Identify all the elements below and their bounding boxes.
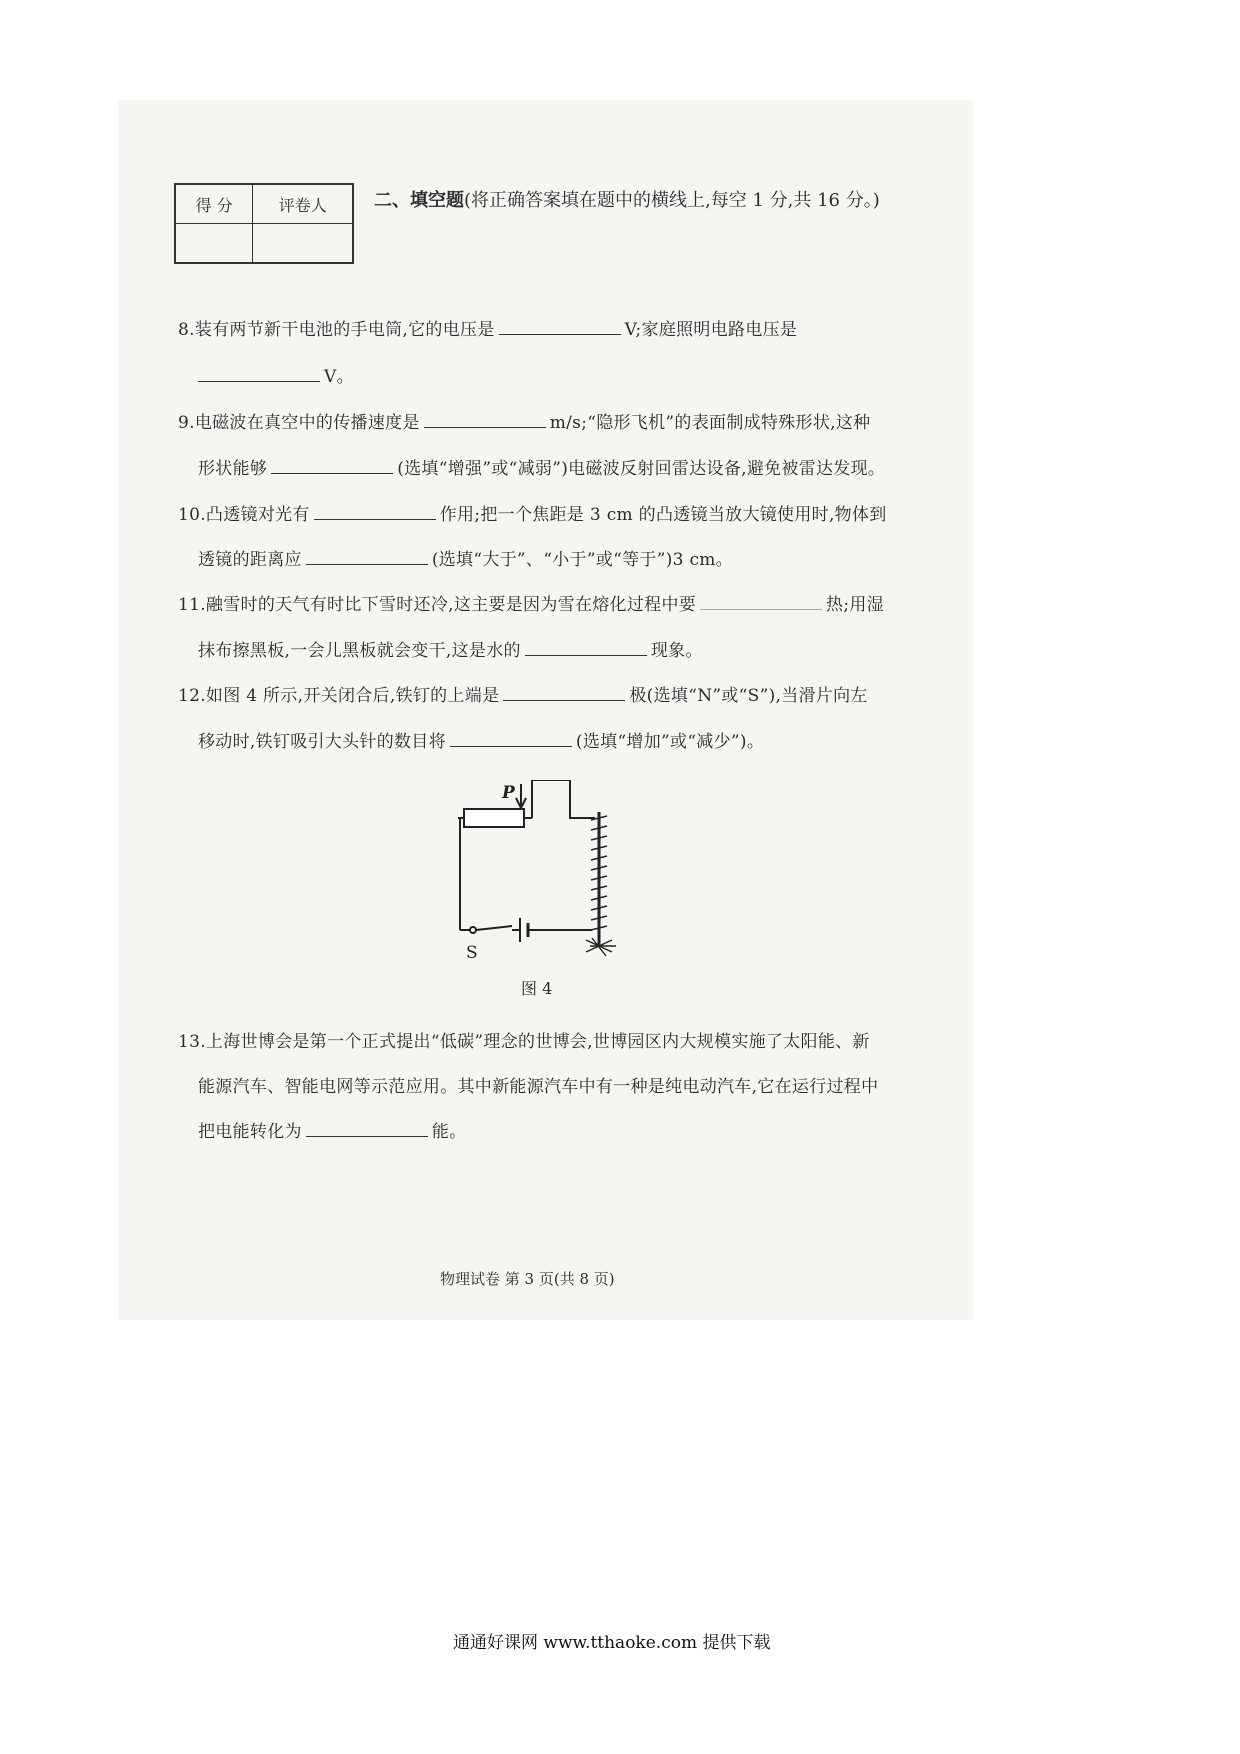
q10-text-d: (选填“大于”、“小于”或“等于”)3 cm。 bbox=[431, 550, 733, 570]
section-instructions: (将正确答案填在题中的横线上,每空 1 分,共 16 分。) bbox=[464, 190, 880, 211]
q8-text-b: V;家庭照明电路电压是 bbox=[624, 320, 798, 340]
q11-blank-2[interactable] bbox=[525, 654, 647, 656]
question-8-line-2 bbox=[198, 362, 354, 387]
score-cell[interactable] bbox=[175, 224, 253, 264]
switch-contact bbox=[470, 927, 476, 933]
q8-blank-1[interactable] bbox=[499, 333, 621, 335]
figure-caption: 图 4 bbox=[521, 979, 553, 998]
q11-text-d: 现象。 bbox=[650, 641, 703, 661]
top-wire bbox=[532, 780, 595, 818]
q11-text-c: 抹布擦黑板,一会儿黑板就会变干,这是水的 bbox=[198, 641, 521, 661]
section-heading: 二、填空题 bbox=[374, 190, 464, 211]
q12-text-a: 12.如图 4 所示,开关闭合后,铁钉的上端是 bbox=[178, 686, 500, 706]
site-credit: 通通好课网 www.tthaoke.com 提供下载 bbox=[453, 1633, 771, 1653]
q13-text-b: 能源汽车、智能电网等示范应用。其中新能源汽车中有一种是纯电动汽车,它在运行过程中 bbox=[198, 1077, 879, 1097]
q10-text-b: 作用;把一个焦距是 3 cm 的凸透镜当放大镜使用时,物体到 bbox=[439, 505, 887, 525]
pins bbox=[586, 938, 616, 956]
question-9-line-2 bbox=[198, 454, 885, 479]
q9-text-d: (选填“增强”或“减弱”)电磁波反射回雷达设备,避免被雷达发现。 bbox=[397, 459, 886, 479]
q13-text-d: 能。 bbox=[431, 1122, 467, 1142]
q12-text-c: 移动时,铁钉吸引大头针的数目将 bbox=[198, 732, 446, 752]
question-12-line-1 bbox=[178, 681, 868, 706]
question-13-line-2 bbox=[198, 1072, 878, 1097]
question-9-line-1 bbox=[178, 408, 870, 433]
q8-text-a: 8.装有两节新干电池的手电筒,它的电压是 bbox=[178, 320, 495, 340]
q12-blank-1[interactable] bbox=[503, 699, 625, 701]
q11-text-a: 11.融雪时的天气有时比下雪时还冷,这主要是因为雪在熔化过程中要 bbox=[178, 595, 697, 615]
q12-text-d: (选填“增加”或“减少”)。 bbox=[575, 732, 765, 752]
question-10-line-1 bbox=[178, 500, 887, 525]
q10-text-a: 10.凸透镜对光有 bbox=[178, 505, 310, 525]
switch-s bbox=[476, 926, 512, 930]
section-title bbox=[374, 186, 880, 212]
grader-header: 评卷人 bbox=[253, 184, 353, 224]
q13-text-c: 把电能转化为 bbox=[198, 1122, 302, 1142]
question-8-line-1 bbox=[178, 315, 797, 340]
question-10-line-2 bbox=[198, 545, 733, 570]
q12-blank-2[interactable] bbox=[450, 745, 572, 747]
q13-blank-1[interactable] bbox=[306, 1135, 428, 1137]
label-s: S bbox=[466, 943, 478, 960]
q8-blank-2[interactable] bbox=[198, 380, 320, 382]
left-wire bbox=[460, 818, 462, 930]
q9-text-b: m/s;“隐形飞机”的表面制成特殊形状,这种 bbox=[549, 413, 871, 433]
score-header: 得 分 bbox=[175, 184, 253, 224]
q9-text-a: 9.电磁波在真空中的传播速度是 bbox=[178, 413, 420, 433]
question-11-line-2 bbox=[198, 636, 703, 661]
question-13-line-1 bbox=[178, 1027, 870, 1052]
grader-cell[interactable] bbox=[253, 224, 353, 264]
page-footer: 物理试卷 第 3 页(共 8 页) bbox=[440, 1270, 615, 1288]
q9-blank-2[interactable] bbox=[271, 472, 393, 474]
q10-blank-1[interactable] bbox=[314, 518, 436, 520]
q11-text-b: 热;用湿 bbox=[826, 595, 884, 615]
q10-blank-2[interactable] bbox=[306, 563, 428, 565]
circuit-diagram bbox=[420, 780, 660, 960]
q11-blank-1[interactable] bbox=[700, 608, 822, 610]
q13-text-a: 13.上海世博会是第一个正式提出“低碳”理念的世博会,世博园区内大规模实施了太阳能、新 bbox=[178, 1032, 870, 1052]
q10-text-c: 透镜的距离应 bbox=[198, 550, 302, 570]
question-11-line-1 bbox=[178, 590, 884, 615]
question-12-line-2 bbox=[198, 727, 764, 752]
q8-text-c: V。 bbox=[324, 367, 354, 387]
score-table bbox=[174, 183, 354, 264]
q12-text-b: 极(选填“N”或“S”),当滑片向左 bbox=[629, 686, 868, 706]
question-13-line-3 bbox=[198, 1117, 466, 1142]
q9-blank-1[interactable] bbox=[424, 426, 546, 428]
label-p: P bbox=[502, 783, 515, 803]
rheostat bbox=[464, 809, 524, 827]
q9-text-c: 形状能够 bbox=[198, 459, 268, 479]
